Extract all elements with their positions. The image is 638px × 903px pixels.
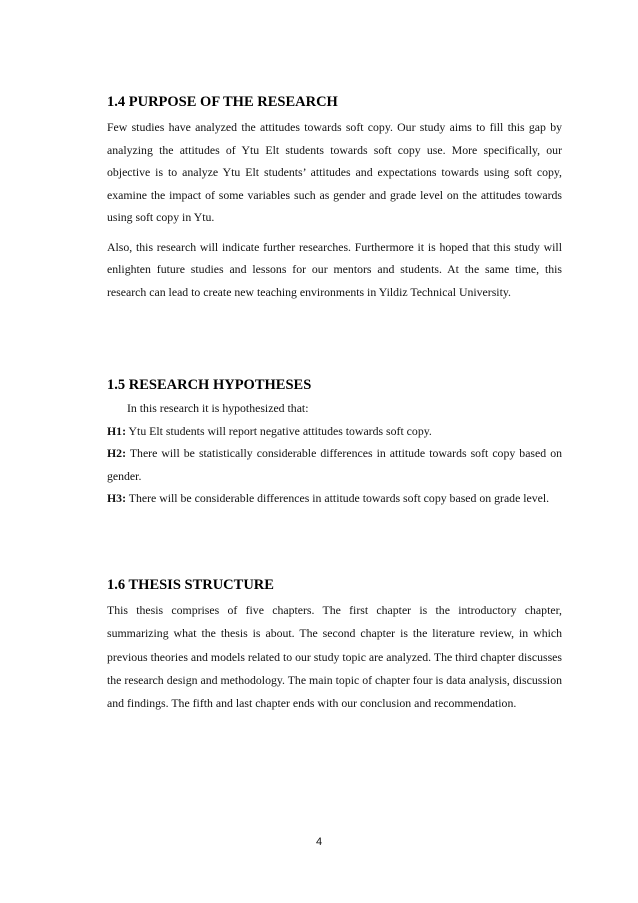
- hypothesis-h2: [107, 442, 562, 487]
- hypotheses-intro: In this research it is hypothesized that:: [127, 401, 309, 415]
- page-number: 4: [315, 836, 323, 848]
- section-hypotheses: [107, 376, 562, 510]
- hypothesis-h1: [107, 420, 562, 443]
- structure-paragraph: This thesis comprises of five chapters. The first chapter is the introductory chapter, summarizing what the thesis is about. The second chapter is the literature review, in which previous theories and models related to our study topic are analyzed. The third chapter discusses the research design and methodology. The main topic of chapter four is data analysis, discussion and findings. The fifth and last chapter ends with our conclusion and recommendation.: [107, 603, 562, 711]
- section-heading-hypotheses: 1.5 RESEARCH HYPOTHESES: [107, 377, 312, 393]
- section-purpose: [107, 93, 562, 303]
- purpose-paragraph-2: Also, this research will indicate further researches. Furthermore it is hoped that this study will enlighten future studies and lessons for our mentors and students. At the same time, this research can lead to create new teaching environments in Yildiz Technical University.: [107, 239, 562, 299]
- hypothesis-text: Ytu Elt students will report negative attitudes towards soft copy.: [126, 423, 432, 438]
- hypothesis-text: There will be statistically considerable differences in attitude towards soft copy based on gender.: [107, 446, 562, 483]
- section-heading-structure: 1.6 THESIS STRUCTURE: [107, 577, 274, 593]
- hypothesis-text: There will be considerable differences in attitude towards soft copy based on grade level.: [126, 491, 550, 505]
- section-heading-purpose: 1.4 PURPOSE OF THE RESEARCH: [107, 94, 338, 110]
- hypothesis-label: H2:: [107, 446, 127, 460]
- purpose-paragraph-1: Few studies have analyzed the attitudes towards soft copy. Our study aims to fill this gap by analyzing the attitudes of Ytu Elt students towards soft copy use. More specifically, our objective is to analyze Ytu Elt students’ attitudes and expectations towards using soft copy, examine the impact of some variables such as gender and grade level on the attitudes towards using soft copy in Ytu.: [107, 120, 562, 224]
- hypothesis-h3: [107, 487, 562, 510]
- hypothesis-label: H1:: [107, 423, 127, 438]
- section-thesis-structure: [107, 576, 562, 715]
- hypothesis-label: H3:: [107, 491, 127, 505]
